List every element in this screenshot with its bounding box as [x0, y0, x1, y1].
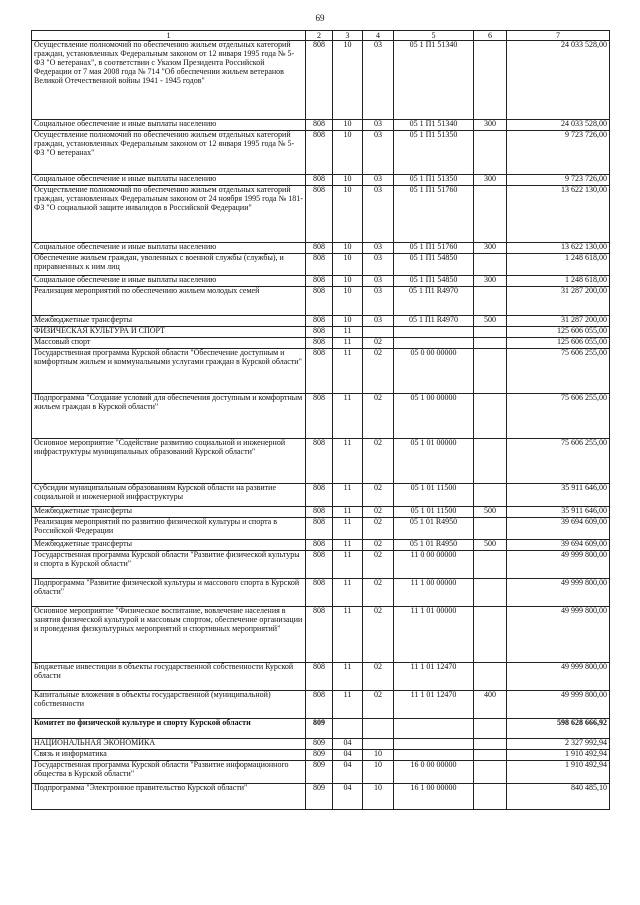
row-name: Капитальные вложения в объекты государственной (муниципальной) собственности — [32, 691, 306, 719]
cell-subsection: 02 — [363, 338, 394, 349]
row-name: Комитет по физической культуре и спорту Курской области — [32, 719, 306, 739]
cell-amount: 1 248 618,00 — [507, 254, 610, 276]
table-row — [32, 579, 610, 607]
cell-grbs: 808 — [306, 327, 333, 338]
cell-grbs: 808 — [306, 41, 333, 120]
column-header: 6 — [474, 31, 507, 41]
row-name: ФИЗИЧЕСКАЯ КУЛЬТУРА И СПОРТ — [32, 327, 306, 338]
cell-subsection: 10 — [363, 761, 394, 784]
cell-target-article: 05 1 П1 R4970 — [394, 287, 474, 316]
table-header-row — [32, 31, 610, 41]
cell-expense-type — [474, 349, 507, 394]
cell-grbs: 808 — [306, 254, 333, 276]
cell-target-article: 05 1 П1 51760 — [394, 186, 474, 243]
cell-target-article: 05 1 П1 51340 — [394, 41, 474, 120]
row-name: Социальное обеспечение и иные выплаты населению — [32, 243, 306, 254]
cell-amount: 24 033 528,00 — [507, 120, 610, 131]
row-name: Основное мероприятие "Содействие развитию социальной и инженерной инфраструктуры муниципальных образований Курской области" — [32, 439, 306, 484]
cell-expense-type: 500 — [474, 540, 507, 551]
cell-grbs: 809 — [306, 719, 333, 739]
row-name: Социальное обеспечение и иные выплаты населению — [32, 120, 306, 131]
cell-target-article: 05 1 П1 51350 — [394, 131, 474, 175]
cell-target-article — [394, 739, 474, 750]
cell-amount: 49 999 800,00 — [507, 607, 610, 663]
cell-amount: 31 287 200,00 — [507, 287, 610, 316]
table-row — [32, 349, 610, 394]
cell-expense-type — [474, 719, 507, 739]
cell-grbs: 808 — [306, 484, 333, 507]
row-name: Межбюджетные трансферты — [32, 540, 306, 551]
cell-section: 04 — [333, 739, 363, 750]
cell-grbs: 809 — [306, 739, 333, 750]
cell-target-article — [394, 338, 474, 349]
table-row — [32, 131, 610, 175]
cell-subsection: 03 — [363, 254, 394, 276]
table-row — [32, 276, 610, 287]
cell-grbs: 808 — [306, 691, 333, 719]
cell-subsection: 03 — [363, 276, 394, 287]
cell-expense-type: 300 — [474, 175, 507, 186]
cell-target-article — [394, 719, 474, 739]
cell-expense-type — [474, 750, 507, 761]
table-row — [32, 439, 610, 484]
cell-section: 04 — [333, 761, 363, 784]
cell-subsection — [363, 327, 394, 338]
cell-subsection — [363, 719, 394, 739]
cell-grbs: 808 — [306, 349, 333, 394]
cell-section: 11 — [333, 349, 363, 394]
cell-amount: 13 622 130,00 — [507, 186, 610, 243]
cell-section: 10 — [333, 131, 363, 175]
table-row — [32, 551, 610, 579]
cell-subsection: 03 — [363, 243, 394, 254]
table-row — [32, 327, 610, 338]
table-row — [32, 254, 610, 276]
cell-target-article: 05 1 00 00000 — [394, 394, 474, 439]
cell-expense-type: 300 — [474, 276, 507, 287]
row-name: Осуществление полномочий по обеспечению жильем отдельных категорий граждан, установленных Федеральным законом от 12 января 1995 года № 5-ФЗ "О ветеранах", в соответствии с Указом Президента Российской Федерации от 7 мая 2008 года № 714 "Об обеспечении жильем ветеранов Великой Отечественной войны 1941 - 1945 годов" — [32, 41, 306, 120]
cell-grbs: 808 — [306, 439, 333, 484]
column-header: 3 — [333, 31, 363, 41]
row-name: Государственная программа Курской области "Развитие физической культуры и спорта в Курской области" — [32, 551, 306, 579]
table-row — [32, 316, 610, 327]
table-row — [32, 784, 610, 810]
cell-expense-type: 300 — [474, 243, 507, 254]
cell-target-article: 05 1 П1 54850 — [394, 276, 474, 287]
cell-section: 11 — [333, 338, 363, 349]
cell-expense-type — [474, 439, 507, 484]
cell-expense-type — [474, 41, 507, 120]
cell-expense-type: 500 — [474, 316, 507, 327]
cell-target-article: 05 1 П1 51350 — [394, 175, 474, 186]
cell-subsection — [363, 739, 394, 750]
cell-section — [333, 719, 363, 739]
cell-amount: 1 910 492,94 — [507, 750, 610, 761]
table-row — [32, 719, 610, 739]
cell-expense-type — [474, 784, 507, 810]
cell-amount: 75 606 255,00 — [507, 349, 610, 394]
cell-expense-type — [474, 131, 507, 175]
cell-grbs: 808 — [306, 394, 333, 439]
cell-amount: 9 723 726,00 — [507, 131, 610, 175]
cell-amount: 125 606 055,00 — [507, 338, 610, 349]
cell-section: 10 — [333, 254, 363, 276]
cell-amount: 9 723 726,00 — [507, 175, 610, 186]
row-name: Подпрограмма "Создание условий для обеспечения доступным и комфортным жильем граждан в Курской области" — [32, 394, 306, 439]
column-header: 2 — [306, 31, 333, 41]
cell-section: 11 — [333, 691, 363, 719]
cell-section: 04 — [333, 784, 363, 810]
cell-grbs: 808 — [306, 276, 333, 287]
row-name: Массовый спорт — [32, 338, 306, 349]
cell-amount: 1 910 492,94 — [507, 761, 610, 784]
page-number: 69 — [315, 13, 325, 23]
table-row — [32, 120, 610, 131]
table-row — [32, 243, 610, 254]
cell-target-article: 05 1 П1 51760 — [394, 243, 474, 254]
cell-amount: 1 248 618,00 — [507, 276, 610, 287]
cell-amount: 49 999 800,00 — [507, 551, 610, 579]
cell-grbs: 808 — [306, 287, 333, 316]
cell-subsection: 03 — [363, 120, 394, 131]
cell-expense-type: 300 — [474, 120, 507, 131]
row-name: Осуществление полномочий по обеспечению жильем отдельных категорий граждан, установленных Федеральным законом от 24 ноября 1995 года № 181-ФЗ "О социальной защите инвалидов в Российской Федерации" — [32, 186, 306, 243]
cell-grbs: 808 — [306, 175, 333, 186]
table-row — [32, 691, 610, 719]
cell-target-article: 11 1 01 00000 — [394, 607, 474, 663]
cell-amount: 49 999 800,00 — [507, 579, 610, 607]
cell-target-article: 11 1 01 12470 — [394, 691, 474, 719]
table-row — [32, 540, 610, 551]
cell-target-article: 11 1 01 12470 — [394, 663, 474, 691]
cell-expense-type — [474, 484, 507, 507]
row-name: Социальное обеспечение и иные выплаты населению — [32, 175, 306, 186]
cell-expense-type — [474, 518, 507, 540]
cell-amount: 39 694 609,00 — [507, 518, 610, 540]
cell-grbs: 808 — [306, 518, 333, 540]
cell-target-article: 05 1 01 R4950 — [394, 518, 474, 540]
row-name: Государственная программа Курской области "Обеспечение доступным и комфортным жильем и коммунальными услугами граждан в Курской области" — [32, 349, 306, 394]
cell-grbs: 808 — [306, 243, 333, 254]
table-row — [32, 750, 610, 761]
cell-amount: 24 033 528,00 — [507, 41, 610, 120]
cell-section: 10 — [333, 243, 363, 254]
cell-expense-type — [474, 607, 507, 663]
cell-grbs: 808 — [306, 186, 333, 243]
cell-target-article: 16 0 00 00000 — [394, 761, 474, 784]
cell-target-article: 05 1 П1 R4970 — [394, 316, 474, 327]
cell-target-article — [394, 750, 474, 761]
row-name: Государственная программа Курской области "Развитие информационного общества в Курской области" — [32, 761, 306, 784]
cell-section: 10 — [333, 276, 363, 287]
cell-subsection: 02 — [363, 663, 394, 691]
cell-subsection: 02 — [363, 607, 394, 663]
cell-target-article: 16 1 00 00000 — [394, 784, 474, 810]
cell-section: 11 — [333, 551, 363, 579]
table-row — [32, 338, 610, 349]
table-row — [32, 186, 610, 243]
row-name: Осуществление полномочий по обеспечению жильем отдельных категорий граждан, установленных Федеральным законом от 12 января 1995 года № 5-ФЗ "О ветеранах" — [32, 131, 306, 175]
cell-subsection: 02 — [363, 484, 394, 507]
cell-subsection: 10 — [363, 784, 394, 810]
cell-section: 11 — [333, 607, 363, 663]
cell-target-article: 05 1 П1 51340 — [394, 120, 474, 131]
cell-section: 11 — [333, 484, 363, 507]
cell-expense-type — [474, 394, 507, 439]
cell-grbs: 808 — [306, 663, 333, 691]
row-name: Подпрограмма "Развитие физической культуры и массового спорта в Курской области" — [32, 579, 306, 607]
cell-section: 10 — [333, 316, 363, 327]
cell-grbs: 808 — [306, 120, 333, 131]
cell-subsection: 02 — [363, 507, 394, 518]
cell-subsection: 03 — [363, 316, 394, 327]
row-name: Субсидии муниципальным образованиям Курской области на развитие социальной и инженерной инфраструктуры — [32, 484, 306, 507]
row-name: Межбюджетные трансферты — [32, 316, 306, 327]
row-name: Межбюджетные трансферты — [32, 507, 306, 518]
cell-section: 10 — [333, 175, 363, 186]
cell-section: 10 — [333, 186, 363, 243]
cell-expense-type — [474, 663, 507, 691]
cell-expense-type — [474, 579, 507, 607]
cell-expense-type — [474, 338, 507, 349]
cell-grbs: 808 — [306, 540, 333, 551]
cell-expense-type — [474, 254, 507, 276]
table-row — [32, 484, 610, 507]
cell-section: 11 — [333, 439, 363, 484]
row-name: Реализация мероприятий по обеспечению жильем молодых семей — [32, 287, 306, 316]
cell-grbs: 809 — [306, 750, 333, 761]
table-row — [32, 394, 610, 439]
cell-grbs: 808 — [306, 507, 333, 518]
cell-subsection: 02 — [363, 439, 394, 484]
cell-grbs: 808 — [306, 579, 333, 607]
table-row — [32, 607, 610, 663]
cell-subsection: 10 — [363, 750, 394, 761]
cell-grbs: 808 — [306, 607, 333, 663]
cell-target-article: 05 1 01 11500 — [394, 484, 474, 507]
cell-subsection: 03 — [363, 131, 394, 175]
cell-subsection: 02 — [363, 579, 394, 607]
cell-subsection: 03 — [363, 186, 394, 243]
column-header: 4 — [363, 31, 394, 41]
cell-target-article: 05 0 00 00000 — [394, 349, 474, 394]
column-header: 7 — [507, 31, 610, 41]
cell-section: 10 — [333, 287, 363, 316]
row-name: Основное мероприятие "Физическое воспитание, вовлечение населения в занятия физической культурой и массовым спортом, обеспечение организации и проведения физкультурных мероприятий и спортивных мероприятий" — [32, 607, 306, 663]
column-header: 1 — [32, 31, 306, 41]
row-name: Реализация мероприятий по развитию физической культуры и спорта в Российской Федерации — [32, 518, 306, 540]
cell-section: 11 — [333, 507, 363, 518]
cell-grbs: 808 — [306, 551, 333, 579]
cell-subsection: 02 — [363, 540, 394, 551]
cell-subsection: 02 — [363, 349, 394, 394]
cell-grbs: 808 — [306, 316, 333, 327]
cell-expense-type — [474, 761, 507, 784]
cell-target-article: 05 1 01 R4950 — [394, 540, 474, 551]
cell-section: 11 — [333, 579, 363, 607]
table-row — [32, 518, 610, 540]
cell-amount: 598 628 666,92 — [507, 719, 610, 739]
cell-subsection: 03 — [363, 175, 394, 186]
row-name: Социальное обеспечение и иные выплаты населению — [32, 276, 306, 287]
cell-section: 11 — [333, 518, 363, 540]
cell-target-article: 05 1 01 11500 — [394, 507, 474, 518]
cell-amount: 35 911 646,00 — [507, 484, 610, 507]
table-row — [32, 287, 610, 316]
cell-section: 11 — [333, 394, 363, 439]
table-row — [32, 739, 610, 750]
cell-target-article: 05 1 П1 54850 — [394, 254, 474, 276]
cell-target-article: 11 1 00 00000 — [394, 579, 474, 607]
cell-subsection: 03 — [363, 287, 394, 316]
cell-amount: 35 911 646,00 — [507, 507, 610, 518]
cell-amount: 75 606 255,00 — [507, 439, 610, 484]
cell-amount: 75 606 255,00 — [507, 394, 610, 439]
cell-grbs: 809 — [306, 784, 333, 810]
cell-subsection: 02 — [363, 518, 394, 540]
cell-section: 10 — [333, 120, 363, 131]
table-row — [32, 41, 610, 120]
table-row — [32, 507, 610, 518]
cell-section: 11 — [333, 327, 363, 338]
cell-expense-type — [474, 327, 507, 338]
cell-amount: 840 485,10 — [507, 784, 610, 810]
cell-expense-type — [474, 551, 507, 579]
cell-amount: 125 606 055,00 — [507, 327, 610, 338]
table-row — [32, 663, 610, 691]
cell-target-article: 11 0 00 00000 — [394, 551, 474, 579]
cell-grbs: 809 — [306, 761, 333, 784]
cell-grbs: 808 — [306, 131, 333, 175]
cell-amount: 13 622 130,00 — [507, 243, 610, 254]
cell-subsection: 02 — [363, 394, 394, 439]
cell-expense-type — [474, 186, 507, 243]
table-row — [32, 175, 610, 186]
cell-amount: 39 694 609,00 — [507, 540, 610, 551]
column-header: 5 — [394, 31, 474, 41]
cell-grbs: 808 — [306, 338, 333, 349]
row-name: Бюджетные инвестиции в объекты государственной собственности Курской области — [32, 663, 306, 691]
table-row — [32, 761, 610, 784]
cell-subsection: 02 — [363, 551, 394, 579]
cell-expense-type: 400 — [474, 691, 507, 719]
row-name: Связь и информатика — [32, 750, 306, 761]
cell-target-article — [394, 327, 474, 338]
cell-section: 11 — [333, 540, 363, 551]
budget-table — [31, 30, 610, 810]
cell-section: 11 — [333, 663, 363, 691]
cell-amount: 2 327 992,94 — [507, 739, 610, 750]
cell-subsection: 03 — [363, 41, 394, 120]
row-name: Подпрограмма "Электронное правительство Курской области" — [32, 784, 306, 810]
cell-expense-type: 500 — [474, 507, 507, 518]
cell-expense-type — [474, 287, 507, 316]
cell-section: 10 — [333, 41, 363, 120]
cell-expense-type — [474, 739, 507, 750]
cell-section: 04 — [333, 750, 363, 761]
cell-amount: 49 999 800,00 — [507, 691, 610, 719]
cell-amount: 49 999 800,00 — [507, 663, 610, 691]
cell-subsection: 02 — [363, 691, 394, 719]
row-name: НАЦИОНАЛЬНАЯ ЭКОНОМИКА — [32, 739, 306, 750]
row-name: Обеспечение жильем граждан, уволенных с военной службы (службы), и приравненных к ним лиц — [32, 254, 306, 276]
cell-amount: 31 287 200,00 — [507, 316, 610, 327]
cell-target-article: 05 1 01 00000 — [394, 439, 474, 484]
